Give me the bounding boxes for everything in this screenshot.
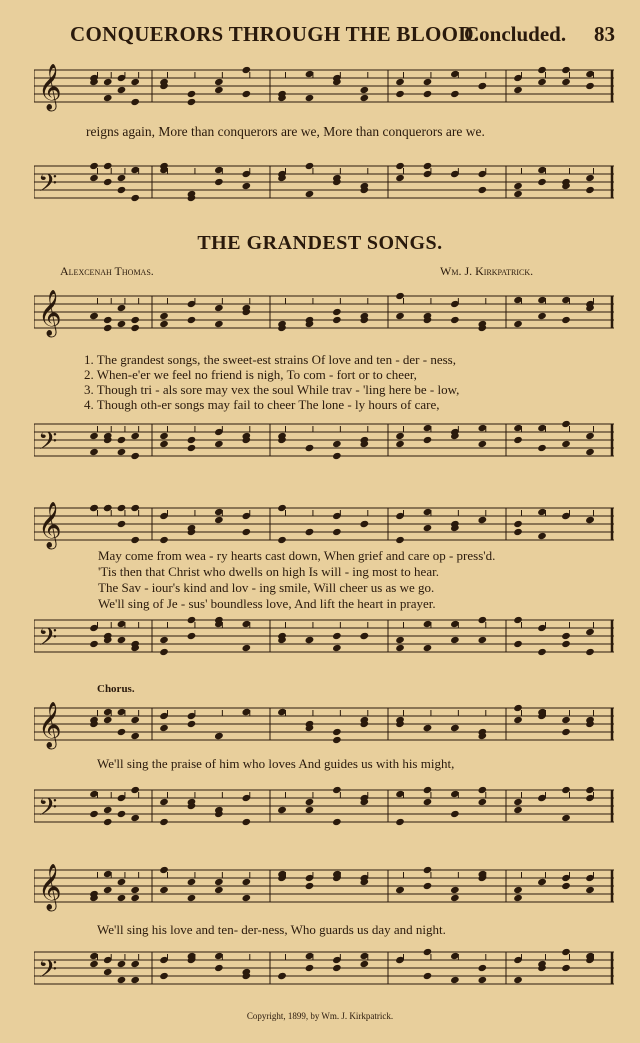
note-head [423, 90, 433, 98]
note-head [513, 640, 523, 648]
note-head [332, 452, 342, 460]
note-head [130, 814, 140, 822]
note-head [117, 976, 127, 984]
note-head [513, 528, 523, 536]
note-head [187, 90, 197, 98]
note-head [187, 720, 197, 728]
note-head [478, 516, 488, 524]
note-head [513, 320, 523, 328]
treble-clef-icon: 𝄞 [38, 290, 62, 336]
note-head [450, 894, 460, 902]
note-head [537, 444, 547, 452]
note-head [214, 78, 224, 86]
note-head [242, 818, 252, 826]
note-head [561, 882, 571, 890]
note-head [159, 312, 169, 320]
note-head [423, 436, 433, 444]
note-head [103, 178, 113, 186]
note-head [305, 636, 315, 644]
note-head [537, 78, 547, 86]
verse-line2-3: The Sav - iour's kind and lov - ing smile, Will cheer us as we go. [98, 580, 435, 595]
note-head [214, 516, 224, 524]
note-head [117, 894, 127, 902]
verse-line2-2: 'Tis then that Christ who dwells on high Is will - ing most to hear. [98, 564, 439, 579]
note-head [423, 972, 433, 980]
note-head [395, 440, 405, 448]
note-head [513, 86, 523, 94]
composer-credit: Wm. J. Kirkpatrick. [440, 264, 534, 278]
note-head [117, 86, 127, 94]
treble-staff-system1 [34, 288, 614, 338]
note-head [332, 440, 342, 448]
note-head [159, 818, 169, 826]
note-head [130, 894, 140, 902]
note-head [478, 440, 488, 448]
note-head [305, 94, 315, 102]
note-head [159, 724, 169, 732]
bass-staff-system2 [34, 612, 614, 668]
note-head [89, 640, 99, 648]
note-head [187, 316, 197, 324]
note-head [585, 186, 595, 194]
note-head [561, 728, 571, 736]
note-head [277, 536, 287, 544]
page-number: 83 [594, 22, 615, 46]
note-head [117, 960, 127, 968]
note-head [187, 98, 197, 106]
note-head [561, 814, 571, 822]
note-head [305, 444, 315, 452]
note-head [478, 798, 488, 806]
note-head [277, 972, 287, 980]
note-head [103, 818, 113, 826]
note-head [561, 632, 571, 640]
note-head [395, 312, 405, 320]
chorus-lyric-2: We'll sing his love and ten- der-ness, Who guards us day and night. [97, 922, 446, 937]
note-head [513, 976, 523, 984]
note-head [423, 644, 433, 652]
note-head [423, 798, 433, 806]
note-head [242, 644, 252, 652]
note-head [478, 636, 488, 644]
note-head [395, 886, 405, 894]
treble-clef-icon: 𝄞 [38, 702, 62, 748]
page-header [0, 22, 640, 50]
note-head [395, 636, 405, 644]
treble-staff-section1 [34, 62, 614, 112]
note-head [187, 444, 197, 452]
note-head [537, 878, 547, 886]
note-head [332, 736, 342, 744]
hymn-title-continued: CONQUERORS THROUGH THE BLOOD. [70, 22, 480, 46]
bass-clef-icon: 𝄢 [38, 955, 58, 990]
note-head [130, 536, 140, 544]
note-head [89, 810, 99, 818]
treble-staff-chorus2 [34, 862, 614, 912]
note-head [450, 316, 460, 324]
note-head [561, 440, 571, 448]
note-head [332, 818, 342, 826]
note-head [117, 304, 127, 312]
note-head [214, 178, 224, 186]
treble-staff-system2 [34, 500, 614, 550]
note-head [513, 894, 523, 902]
bass-clef-icon: 𝄢 [38, 623, 58, 658]
note-head [214, 304, 224, 312]
note-head [117, 520, 127, 528]
note-head [513, 886, 523, 894]
note-head [214, 886, 224, 894]
note-head [513, 436, 523, 444]
note-head [332, 964, 342, 972]
note-head [305, 798, 315, 806]
verse-line1-2: 2. When-e'er we feel no friend is nigh, To com - fort or to cheer, [84, 367, 417, 382]
copyright-notice: Copyright, 1899, by Wm. J. Kirkpatrick. [246, 1011, 394, 1021]
note-head [159, 886, 169, 894]
note-head [103, 94, 113, 102]
note-head [395, 432, 405, 440]
note-head [585, 432, 595, 440]
note-head [305, 528, 315, 536]
note-head [450, 886, 460, 894]
chorus-lyric-1: We'll sing the praise of him who loves And guides us with his might, [97, 756, 455, 771]
note-head [332, 528, 342, 536]
note-head [561, 78, 571, 86]
note-head [103, 968, 113, 976]
note-head [513, 520, 523, 528]
verse-line1-1: 1. The grandest songs, the sweet-est strains Of love and ten - der - ness, [84, 352, 456, 367]
note-head [214, 878, 224, 886]
note-head [423, 524, 433, 532]
note-head [89, 960, 99, 968]
treble-clef-icon: 𝄞 [38, 864, 62, 910]
note-head [360, 632, 370, 640]
note-head [305, 882, 315, 890]
note-head [478, 82, 488, 90]
note-head [89, 312, 99, 320]
note-head [395, 78, 405, 86]
section1-lyric: reigns again, More than conquerors are we, More than conquerors are we. [86, 124, 485, 139]
note-head [103, 324, 113, 332]
bass-clef-icon: 𝄢 [38, 427, 58, 462]
note-head [130, 78, 140, 86]
note-head [585, 628, 595, 636]
note-head [159, 320, 169, 328]
note-head [332, 308, 342, 316]
note-head [360, 960, 370, 968]
note-head [130, 98, 140, 106]
note-head [513, 806, 523, 814]
note-head [395, 818, 405, 826]
note-head [214, 86, 224, 94]
note-head [214, 964, 224, 972]
note-head [395, 90, 405, 98]
note-head [89, 174, 99, 182]
note-head [423, 724, 433, 732]
note-head [130, 194, 140, 202]
hymn-title: THE GRANDEST SONGS. [197, 232, 443, 254]
note-head [103, 886, 113, 894]
note-head [395, 174, 405, 182]
note-head [423, 882, 433, 890]
author-credit: Alexcenah Thomas. [60, 264, 154, 278]
note-head [117, 320, 127, 328]
note-head [478, 964, 488, 972]
note-head [360, 86, 370, 94]
note-head [332, 728, 342, 736]
note-head [159, 636, 169, 644]
note-head [585, 886, 595, 894]
note-head [360, 520, 370, 528]
note-head [395, 644, 405, 652]
note-head [561, 964, 571, 972]
note-head [332, 316, 342, 324]
note-head [450, 810, 460, 818]
note-head [277, 806, 287, 814]
note-head [242, 90, 252, 98]
note-head [214, 440, 224, 448]
note-head [117, 728, 127, 736]
note-head [305, 190, 315, 198]
note-head [117, 878, 127, 886]
bass-staff-chorus2 [34, 944, 614, 1000]
note-head [585, 82, 595, 90]
bass-clef-icon: 𝄢 [38, 793, 58, 828]
note-head [478, 976, 488, 984]
verse-line1-4: 4. Though oth-er songs may fail to cheer The lone - ly hours of care, [84, 397, 440, 412]
note-head [103, 716, 113, 724]
concluded-label: Concluded. [464, 22, 567, 46]
note-head [187, 436, 197, 444]
note-head [159, 440, 169, 448]
verse-line1-3: 3. Though tri - als sore may vex the soul While trav - 'ling here be - low, [84, 382, 460, 397]
note-head [130, 716, 140, 724]
note-head [117, 810, 127, 818]
note-head [130, 316, 140, 324]
note-head [103, 806, 113, 814]
note-head [214, 320, 224, 328]
note-head [242, 878, 252, 886]
note-head [117, 448, 127, 456]
note-head [242, 894, 252, 902]
note-head [159, 432, 169, 440]
note-head [130, 324, 140, 332]
note-head [103, 78, 113, 86]
note-head [159, 648, 169, 656]
note-head [513, 182, 523, 190]
note-head [117, 636, 127, 644]
bass-staff-system1 [34, 416, 614, 472]
note-head [159, 972, 169, 980]
verse-line2-1: May come from wea - ry hearts cast down, When grief and care op - press'd. [98, 548, 496, 563]
note-head [130, 960, 140, 968]
note-head [513, 716, 523, 724]
note-head [585, 648, 595, 656]
note-head [395, 536, 405, 544]
treble-clef-icon: 𝄞 [38, 502, 62, 548]
bass-clef-icon: 𝄢 [38, 169, 58, 204]
note-head [130, 732, 140, 740]
note-head [242, 528, 252, 536]
note-head [159, 536, 169, 544]
note-head [130, 452, 140, 460]
note-head [117, 186, 127, 194]
note-head [537, 648, 547, 656]
note-head [332, 644, 342, 652]
note-head [103, 316, 113, 324]
note-head [537, 312, 547, 320]
note-head [450, 636, 460, 644]
treble-clef-icon: 𝄞 [38, 64, 62, 110]
note-head [117, 436, 127, 444]
note-head [117, 174, 127, 182]
note-head [130, 886, 140, 894]
note-head [214, 732, 224, 740]
note-head [513, 190, 523, 198]
note-head [423, 78, 433, 86]
bass-staff-section1 [34, 158, 614, 214]
note-head [242, 182, 252, 190]
note-head [187, 632, 197, 640]
note-head [585, 448, 595, 456]
note-head [537, 532, 547, 540]
note-head [305, 964, 315, 972]
note-head [130, 432, 140, 440]
note-head [537, 178, 547, 186]
note-head [360, 94, 370, 102]
note-head [305, 806, 315, 814]
chorus-label: Chorus. [97, 683, 135, 695]
note-head [187, 878, 197, 886]
note-head [478, 186, 488, 194]
note-head [585, 516, 595, 524]
note-head [450, 724, 460, 732]
note-head [130, 976, 140, 984]
note-head [187, 894, 197, 902]
bass-staff-chorus1 [34, 782, 614, 838]
note-head [450, 976, 460, 984]
note-head [89, 432, 99, 440]
note-head [585, 174, 595, 182]
note-head [89, 448, 99, 456]
treble-staff-chorus1 [34, 700, 614, 750]
note-head [513, 798, 523, 806]
verse-line2-4: We'll sing of Je - sus' boundless love, And lift the heart in prayer. [98, 596, 436, 611]
note-head [561, 716, 571, 724]
note-head [450, 90, 460, 98]
note-head [159, 798, 169, 806]
note-head [332, 632, 342, 640]
note-head [561, 316, 571, 324]
note-head [561, 640, 571, 648]
